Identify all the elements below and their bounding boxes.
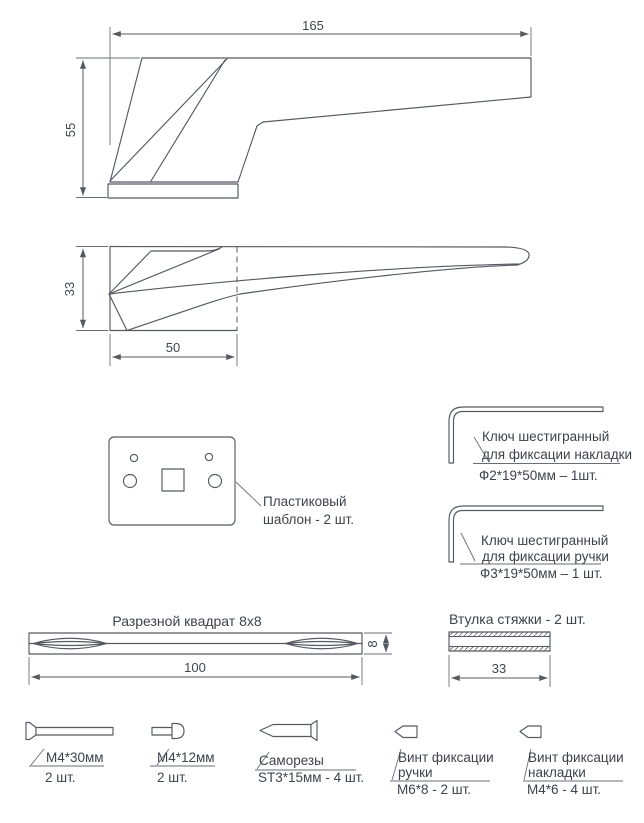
leader-line [31,749,44,765]
side-view [63,18,531,198]
screw-head-icon [311,721,317,741]
fastener-screw-m4x12 [150,724,215,786]
dimension-value-base: 50 [165,340,181,355]
dimension-value-height: 55 [63,122,78,138]
fastener-name-line1: Винт фиксации [528,750,624,765]
sleeve-hatch-bottom [449,647,550,652]
plan-view-dimension-depth [62,247,108,331]
spindle-drawing [29,613,392,685]
handle-plan-bottom-edge [127,265,518,331]
sleeve-title: Втулка стяжки - 2 шт. [449,611,586,627]
fastener-name-line2: ручки [398,765,433,780]
leader-line [461,533,475,561]
rosette-plan-outline [110,247,237,331]
screw-head-icon [172,724,184,739]
fastener-name-line1: Винт фиксации [398,750,494,765]
handle-facet-line [151,60,225,181]
screw-body-icon [260,725,311,737]
fastener-name-line2: накладки [528,765,586,780]
plan-view [62,247,529,367]
handle-facet-line [110,59,227,181]
spindle-dimension-size [364,633,392,654]
sleeve-dimension-length [449,655,550,687]
set-screw-icon [395,726,417,738]
dimension-value-length: 33 [491,661,507,676]
fastener-qty: 2 шт. [45,770,76,785]
fastener-handle-set-screw [390,726,494,797]
dimension-value-width: 165 [302,18,324,33]
fastener-spec: М4*12мм [157,750,215,765]
hex-key-plate-label-line2: для фиксации накладки [482,447,633,462]
fastener-self-tapping-screw [255,721,364,786]
set-screw-icon [520,726,541,738]
side-view-dimension-height [63,58,140,198]
side-view-dimension-width [110,18,531,145]
screw-shaft-icon [152,728,172,736]
hex-key-handle-spec: Ф3*19*50мм – 1 шт. [480,566,603,581]
screw-shaft-icon [36,728,113,736]
fastener-spec: М4*30мм [46,750,104,765]
fastener-spec: ST3*15мм - 4 шт. [258,770,365,785]
fastener-plate-set-screw [520,726,624,797]
spindle-title: Разрезной квадрат 8x8 [112,613,262,629]
fastener-spec: М6*8 - 2 шт. [397,782,472,797]
template-label-line2: шаблон - 2 шт. [263,512,354,527]
hex-key-handle [449,506,609,581]
fastener-name: Саморезы [259,753,324,768]
hex-key-handle-label-line1: Ключ шестигранный [481,533,609,548]
template-label-line1: Пластиковый [263,494,347,509]
spindle-dimension-length [29,657,362,685]
handle-plan-nose-line [109,294,127,331]
template-drawing [109,437,354,527]
handle-plan-top-edge [110,247,529,265]
hex-key-plate-label-line1: Ключ шестигранный [482,429,610,444]
dimension-value-depth: 33 [62,281,77,297]
handle-side-outline [110,58,531,182]
dimension-value-size: 8 [365,640,380,648]
hex-key-plate [449,407,632,483]
screw-head-icon [26,723,36,740]
hex-key-handle-label-line2: для фиксации ручки [482,549,609,564]
plan-view-dimension-base [110,334,237,366]
sleeve-hatch-top [449,632,550,637]
fastener-screw-m4x30 [26,723,113,786]
hex-key-plate-spec: Ф2*19*50мм – 1шт. [479,468,598,483]
handle-base-plate [108,184,238,198]
template-outline [109,437,235,525]
fastener-spec: М4*6 - 4 шт. [527,782,602,797]
dimension-value-length: 100 [184,660,206,675]
sleeve-drawing [449,611,586,687]
fastener-qty: 2 шт. [157,770,188,785]
leader-line [236,482,261,506]
handle-plan-facet-diagonal [109,249,219,294]
fasteners-row [26,721,624,798]
